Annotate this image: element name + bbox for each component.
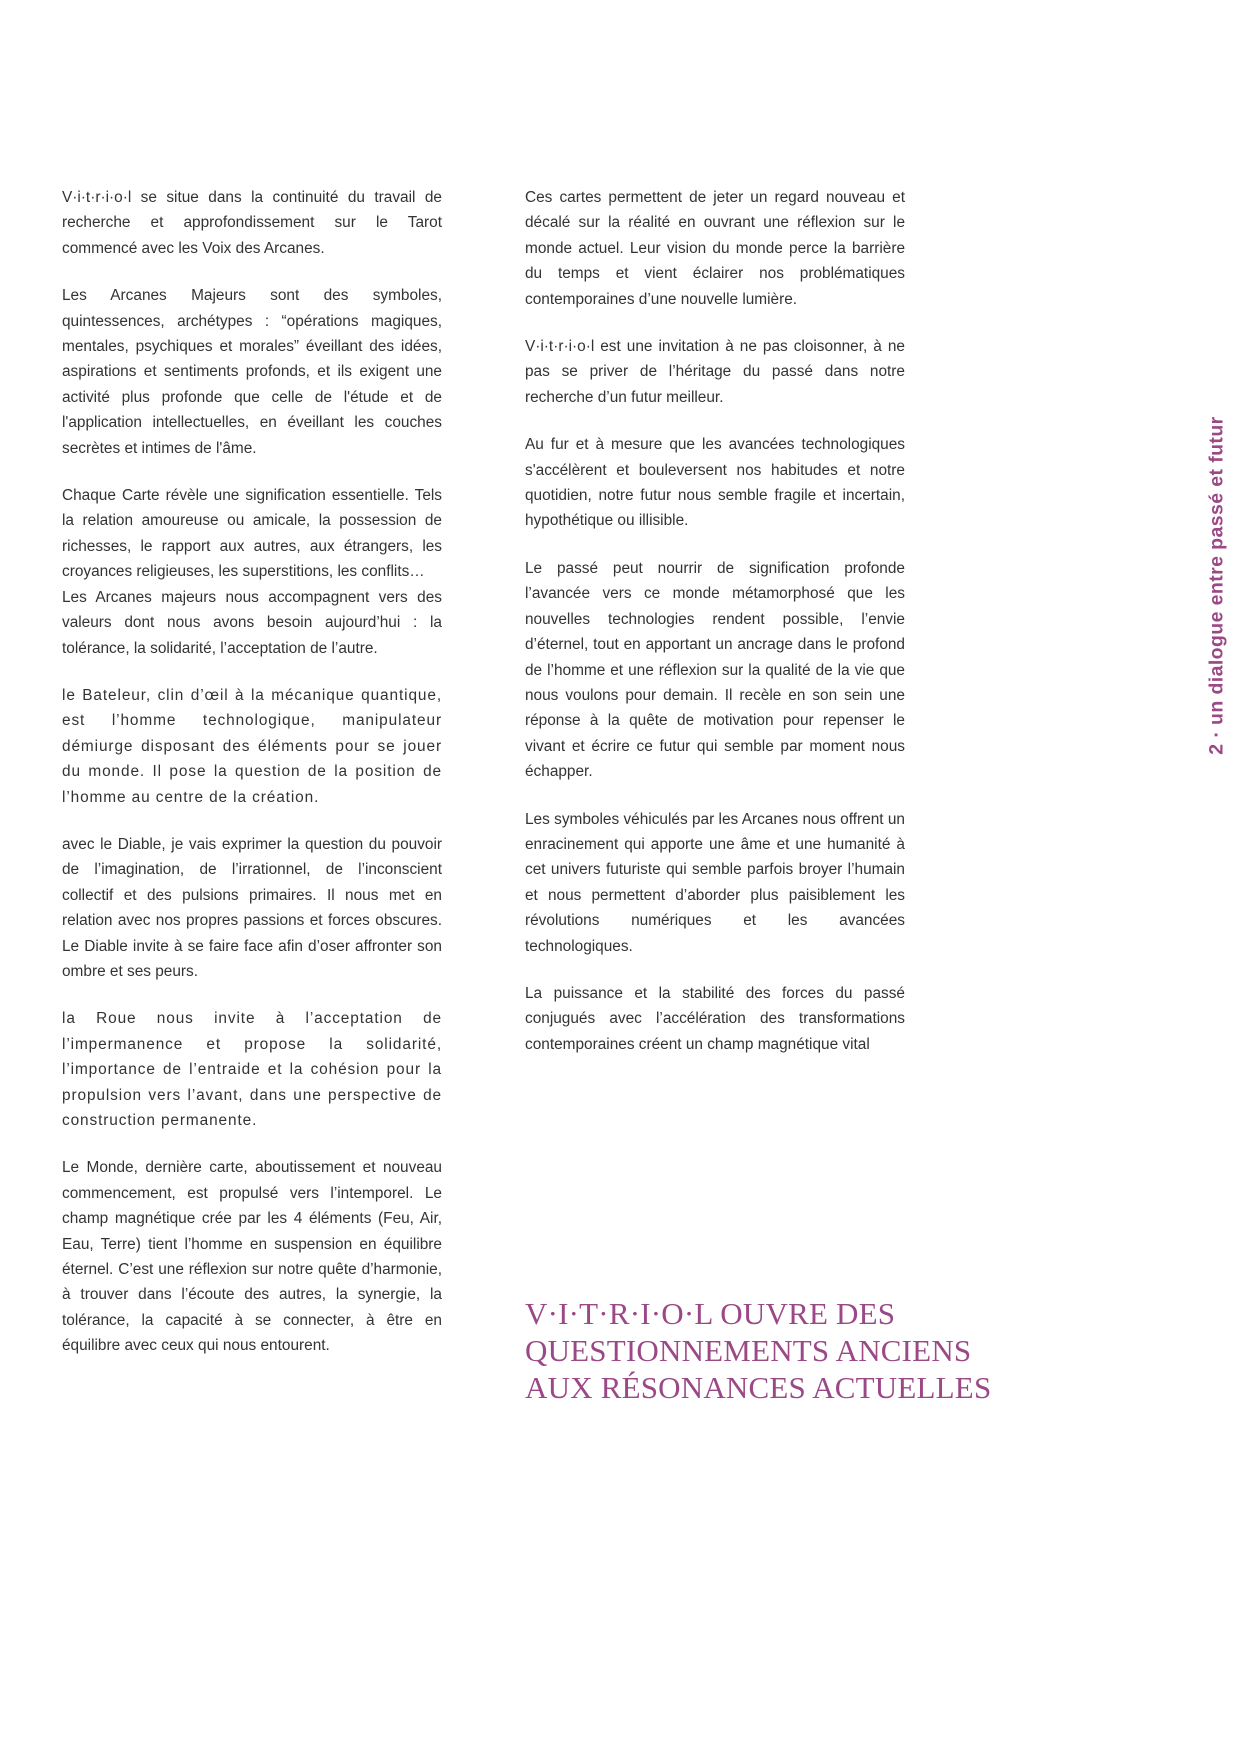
paragraph: La puissance et la stabilité des forces du passé conjugués avec l’accélération des transformations contemporaines créent un champ magnétique vital (525, 984, 905, 1053)
section-headline (525, 1295, 995, 1406)
paragraph: la Roue nous invite à l’acceptation de l’impermanence et propose la solidarité, l’importance de l’entraide et la cohésion pour la propulsion vers l’avant, dans une perspective de construction permanente. (62, 1010, 442, 1129)
paragraph: Les Arcanes majeurs nous accompagnent vers des valeurs dont nous avons besoin aujourd’hui : la tolérance, la solidarité, l’acceptation de l’autre. (62, 588, 442, 657)
paragraph: Chaque Carte révèle une signification essentielle. Tels la relation amoureuse ou amicale, la possession de richesses, le rapport aux autres, aux étrangers, les croyances religieuses, les superstitions, les conflits… (62, 487, 442, 581)
paragraph: Le Monde, dernière carte, aboutissement et nouveau commencement, est propulsé vers l’intemporel. Le champ magnétique crée par les 4 éléments (Feu, Air, Eau, Terre) tient l’homme en suspension en équilibre éternel. C’est une réflexion sur notre quête d’harmonie, à trouver dans l’écoute des autres, la synergie, la tolérance, la capacité à se connecter, à être en équilibre avec ceux qui nous entourent. (62, 1159, 442, 1355)
paragraph: V·i·t·r·i·o·l se situe dans la continuité du travail de recherche et approfondissement sur le Tarot commencé avec les Voix des Arcanes. (62, 189, 442, 257)
body-column-right (525, 185, 905, 1057)
paragraph: Ces cartes permettent de jeter un regard nouveau et décalé sur la réalité en ouvrant une réflexion sur le monde actuel. Leur vision du monde perce la barrière du temps et vient éclairer nos problématiques contemporaines d’une nouvelle lumière. (525, 189, 905, 308)
body-column-left (62, 185, 442, 1359)
paragraph: avec le Diable, je vais exprimer la question du pouvoir de l’imagination, de l’irrationnel, de l’inconscient collectif et des pulsions primaires. Il nous met en relation avec nos propres passions et forces obscures. Le Diable invite à se faire face afin d’oser affronter son ombre et ses peurs. (62, 835, 442, 980)
paragraph: Au fur et à mesure que les avancées technologiques s'accélèrent et bouleversent nos habitudes et notre quotidien, notre futur nous semble fragile et incertain, hypothétique ou illisible. (525, 436, 905, 530)
paragraph: Les symboles véhiculés par les Arcanes nous offrent un enracinement qui apporte une âme et une humanité à cet univers futuriste qui semble parfois broyer l’humain et nous permettent d’aborder plus paisiblement les révolutions numériques et les avancées technologiques. (525, 810, 905, 955)
paragraph: Le passé peut nourrir de signification profonde l’avancée vers ce monde métamorphosé que les nouvelles technologies rendent possible, l’envie d’éternel, tout en apportant un ancrage dans le profond de l’homme et une réflexion sur la qualité de la vie que nous voulons pour demain. Il recèle en son sein une réponse à la quête de motivation pour repenser le vivant et écrire ce futur qui semble par moment nous échapper. (525, 559, 905, 781)
headline-line-3: AUX RÉSONANCES ACTUELLES (525, 1370, 992, 1405)
headline-line-1: V·I·T·R·I·O·L OUVRE DES (525, 1296, 896, 1331)
headline-line-2: QUESTIONNEMENTS ANCIENS (525, 1333, 972, 1368)
running-head: 2 · un dialogue entre passé et futur (1205, 416, 1227, 755)
paragraph: Les Arcanes Majeurs sont des symboles, quintessences, archétypes : “opérations magiques, mentales, psychiques et morales” éveillant des idées, aspirations et sentiments profonds, et ils exigent une activité plus profonde que celle de l'étude et de l'application intellectuelles, en éveillant les couches secrètes et intimes de l'âme. (62, 287, 442, 457)
paragraph: le Bateleur, clin d’œil à la mécanique quantique, est l’homme technologique, manipulateur démiurge disposant des éléments pour se jouer du monde. Il pose la question de la position de l’homme au centre de la création. (62, 686, 442, 806)
paragraph: V·i·t·r·i·o·l est une invitation à ne pas cloisonner, à ne pas se priver de l’héritage du passé dans notre recherche d’un futur meilleur. (525, 338, 905, 406)
